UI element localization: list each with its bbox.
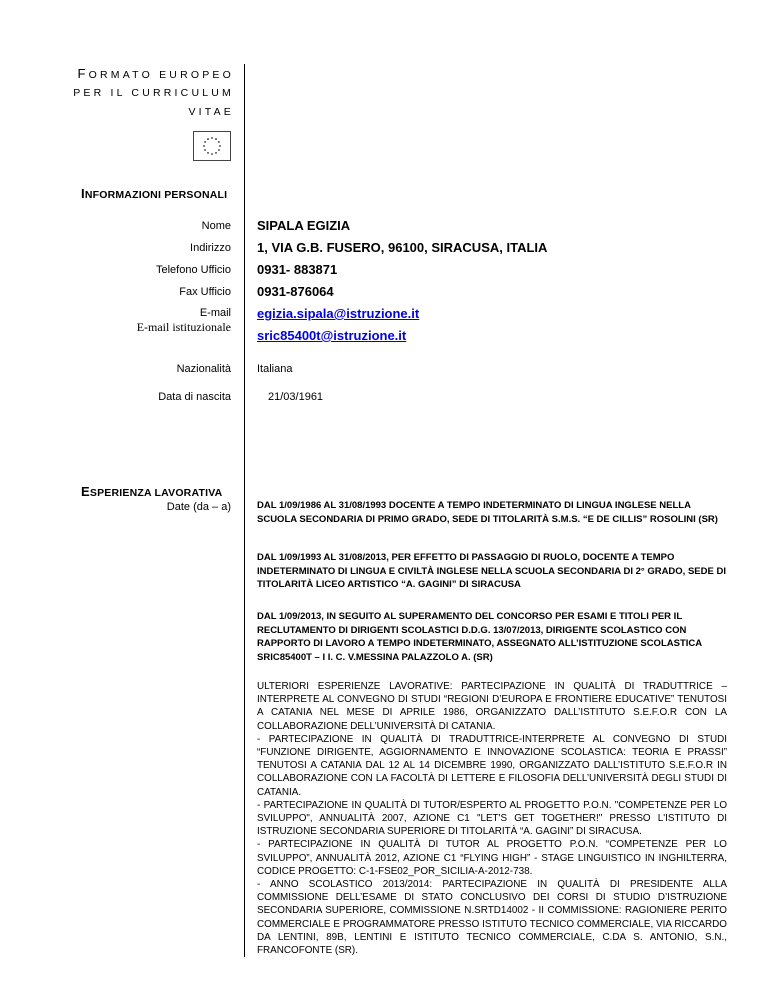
indirizzo-value: 1, VIA G.B. FUSERO, 96100, SIRACUSA, ITALIA [257,240,548,255]
flag-star [207,152,209,154]
flag-star [218,149,220,151]
flag-star [219,145,221,147]
flag-star [218,141,220,143]
flag-star [215,138,217,140]
flag-star [207,138,209,140]
section-personal-info: INFORMAZIONI PERSONALI [81,186,228,201]
nazionalita-label: Nazionalità [176,363,231,375]
fax-value: 0931-876064 [257,284,334,299]
indirizzo-label: Indirizzo [190,242,231,254]
flag-star [211,153,213,155]
nome-label: Nome [201,220,231,232]
work-entry-3: DAL 1/09/2013, IN SEGUITO AL SUPERAMENTO DEL CONCORSO PER ESAMI E TITOLI PER IL RECLUTAMENTO DI DIRIGENTI SCOLASTICI D.D.G. 13/07/2013, DIRIGENTE SCOLASTICO CON RAPPORTO DI LAVORO A TEMPO INDETERMINATO, ASSEGNATO ALL’ISTITUZIONE SCOLASTICA SRIC85400T – I I. C. V.MESSINA PALAZZOLO A. (SR) [257,611,702,663]
header-line-1: FORMATO EUROPEO [77,66,234,81]
flag-star [215,152,217,154]
further-item: - PARTECIPAZIONE IN QUALITÀ DI TUTOR/ESPERTO AL PROGETTO P.O.N. "COMPETENZE PER LO SVILUPPO", ANNUALITÀ 2007, AZIONE C1 "LET'S GET TOGETHER!" PRESSO L'ISTITUTO DI ISTRUZIONE SECONDARIA SUPERIORE DI TITOLARITÀ “A. GAGINI” DI SIRACUSA. [257,799,727,838]
further-item: - PARTECIPAZIONE IN QUALITÀ DI TRADUTTRICE-INTERPRETE AL CONVEGNO DI STUDI “FUNZIONE DIRIGENTE, AGGIORNAMENTO E INNOVAZIONE SCOLASTICA: TEORIA E PRASSI” TENUTOSI A CATANIA DAL 12 AL 14 DICEMBRE 1990, ORGANIZZATO DALL’ISTITUTO S.E.F.O.R IN COLLABORAZIONE CON LA FACOLTÀ DI LETTERE E FILOSOFIA DELL’UNIVERSITÀ DEGLI STUDI DI CATANIA. [257,733,727,798]
email-ist-link[interactable]: sric85400t@istruzione.it [257,328,407,343]
nascita-label: Data di nascita [158,391,231,403]
header-line-3: VITAE [188,106,234,118]
flag-star [211,137,213,139]
email-link[interactable]: egizia.sipala@istruzione.it [257,306,420,321]
date-label: Date (da – a) [166,501,231,513]
flag-star [203,145,205,147]
telefono-value: 0931- 883871 [257,262,338,277]
nascita-value: 21/03/1961 [268,391,324,403]
further-experience [257,680,727,957]
email-label: E-mail [199,307,231,319]
flag-star [204,149,206,151]
further-item: - PARTECIPAZIONE IN QUALITÀ DI TUTOR AL PROGETTO P.O.N. “COMPETENZE PER LO SVILUPPO”, ANNUALITÀ 2012, AZIONE C1 “FLYING HIGH” - STAGE LINGUISTICO IN INGHILTERRA, CODICE PROGETTO: C-1-FSE02_POR_SICILIA-A-2012-738. [257,839,727,877]
section-work-experience: ESPERIENZA LAVORATIVA [81,484,223,499]
nome-value: SIPALA EGIZIA [257,218,351,233]
fax-label: Fax Ufficio [179,286,231,298]
column-divider [244,64,245,957]
nazionalita-value: Italiana [257,363,293,375]
header-line-2: PER IL CURRICULUM [73,87,234,99]
work-entry-1: DAL 1/09/1986 AL 31/08/1993 DOCENTE A TEMPO INDETERMINATO DI LINGUA INGLESE NELLA SCUOLA SECONDARIA DI PRIMO GRADO, SEDE DI TITOLARITÀ S.M.S. “E DE CILLIS” ROSOLINI (SR) [257,500,718,525]
email-ist-label: E-mail istituzionale [136,320,231,334]
eu-flag-logo [193,131,231,161]
work-entry-2: DAL 1/09/1993 AL 31/08/2013, PER EFFETTO DI PASSAGGIO DI RUOLO, DOCENTE A TEMPO INDETERMINATO DI LINGUA E CIVILTÀ INGLESE NELLA SCUOLA SECONDARIA DI 2° GRADO, SEDE DI TITOLARITÀ LICEO ARTISTICO “A. GAGINI” DI SIRACUSA [257,552,726,590]
telefono-label: Telefono Ufficio [155,264,231,276]
further-item: - ANNO SCOLASTICO 2013/2014: PARTECIPAZIONE IN QUALITÀ DI PRESIDENTE ALLA COMMISSIONE DELL’ESAME DI STATO CONCLUSIVO DEI CORSI DI STUDIO D’ISTRUZIONE SECONDARIA SUPERIORE, COMMISSIONE N.SRTD14002 - II COMMISSIONE: RAGIONIERE PERITO COMMERCIALE E PROGRAMMATORE PRESSO ISTITUTO TECNICO COMMERCIALE, VIA RICCARDO DA LENTINI, 89B, LENTINI E ISTITUTO TECNICO COMMERCIALE, C.DA S. ANTONIO, S.N., FRANCOFONTE (SR). [257,879,727,957]
flag-star [204,141,206,143]
further-item: ULTERIORI ESPERIENZE LAVORATIVE: PARTECIPAZIONE IN QUALITÀ DI TRADUTTRICE – INTERPRETE AL CONVEGNO DI STUDI “REGIONI D’EUROPA E FRONTIERE EDUCATIVE” TENUTOSI A CATANIA NEL MESE DI APRILE 1986, ORGANIZZATO DALL’ISTITUTO S.E.F.O.R CON LA COLLABORAZIONE DELL’UNIVERSITÀ DI CATANIA. [257,681,727,732]
